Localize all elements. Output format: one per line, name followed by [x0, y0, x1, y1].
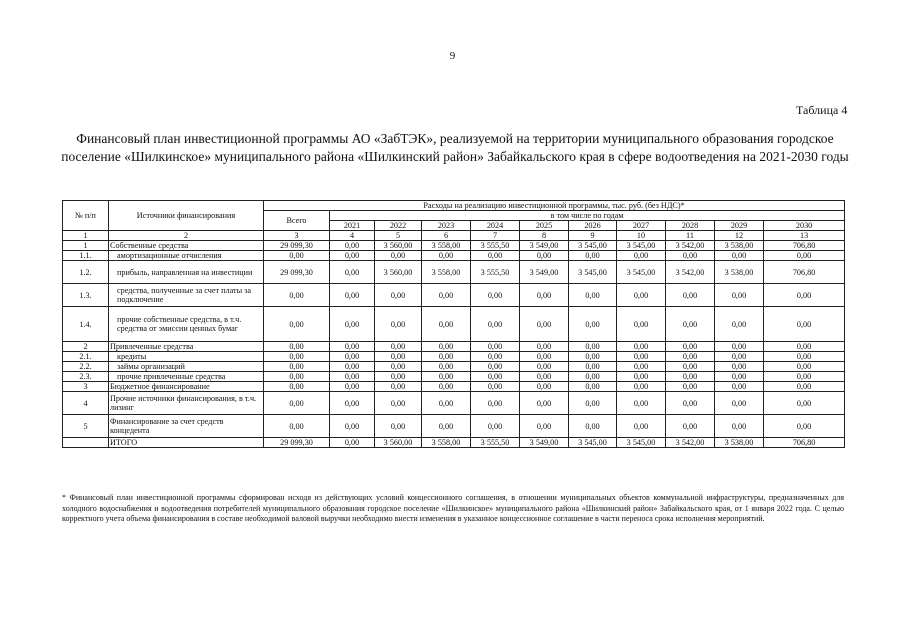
header-year: 2021 — [330, 221, 375, 231]
value-cell: 3 542,00 — [666, 438, 715, 448]
value-cell: 3 545,00 — [617, 261, 666, 284]
value-cell: 0,00 — [422, 342, 471, 352]
value-cell: 0,00 — [375, 372, 422, 382]
value-cell: 3 538,00 — [715, 438, 764, 448]
column-number: 10 — [617, 231, 666, 241]
document-title: Финансовый план инвестиционной программы АО «ЗабТЭК», реализуемой на территории муниципального образования городское поселение «Шилкинское» муниципального района «Шилкинский район» Забайкальского края в сфере водоотведения на 2021-2030 годы — [61, 131, 849, 164]
source-name: прибыль, направленная на инвестиции — [109, 261, 264, 284]
value-cell: 0,00 — [617, 415, 666, 438]
value-cell: 0,00 — [666, 362, 715, 372]
row-number: 2.2. — [63, 362, 109, 372]
value-cell: 706,80 — [764, 241, 845, 251]
source-name: амортизационные отчисления — [109, 251, 264, 261]
row-number: 2.3. — [63, 372, 109, 382]
value-cell: 0,00 — [764, 307, 845, 342]
value-cell: 0,00 — [330, 261, 375, 284]
value-cell: 0,00 — [422, 392, 471, 415]
value-cell: 3 560,00 — [375, 261, 422, 284]
value-cell: 0,00 — [471, 392, 520, 415]
value-cell: 0,00 — [617, 362, 666, 372]
value-cell: 0,00 — [666, 382, 715, 392]
financial-plan-table — [62, 200, 845, 448]
value-cell: 29 099,30 — [264, 261, 330, 284]
value-cell: 0,00 — [617, 382, 666, 392]
value-cell: 0,00 — [715, 372, 764, 382]
value-cell: 0,00 — [264, 342, 330, 352]
value-cell: 0,00 — [617, 251, 666, 261]
value-cell: 0,00 — [330, 352, 375, 362]
source-name: Привлеченные средства — [109, 342, 264, 352]
value-cell: 0,00 — [520, 251, 569, 261]
value-cell: 3 560,00 — [375, 241, 422, 251]
value-cell: 3 542,00 — [666, 241, 715, 251]
value-cell: 0,00 — [569, 382, 617, 392]
value-cell: 3 542,00 — [666, 261, 715, 284]
value-cell: 0,00 — [715, 382, 764, 392]
column-number: 2 — [109, 231, 264, 241]
value-cell: 0,00 — [569, 362, 617, 372]
value-cell: 0,00 — [666, 307, 715, 342]
value-cell: 0,00 — [471, 342, 520, 352]
value-cell: 0,00 — [330, 438, 375, 448]
header-year: 2022 — [375, 221, 422, 231]
header-year: 2023 — [422, 221, 471, 231]
row-number: 4 — [63, 392, 109, 415]
value-cell: 0,00 — [375, 382, 422, 392]
value-cell: 3 555,50 — [471, 438, 520, 448]
value-cell: 3 549,00 — [520, 261, 569, 284]
value-cell: 0,00 — [422, 352, 471, 362]
value-cell: 0,00 — [569, 307, 617, 342]
value-cell: 0,00 — [375, 342, 422, 352]
table-row — [63, 352, 845, 362]
value-cell: 0,00 — [264, 352, 330, 362]
value-cell: 0,00 — [520, 415, 569, 438]
value-cell: 3 558,00 — [422, 261, 471, 284]
value-cell: 0,00 — [422, 382, 471, 392]
value-cell: 0,00 — [715, 362, 764, 372]
table-row — [63, 438, 845, 448]
table-row — [63, 415, 845, 438]
value-cell: 0,00 — [764, 352, 845, 362]
value-cell: 29 099,30 — [264, 438, 330, 448]
source-name: прочие привлеченные средства — [109, 372, 264, 382]
value-cell: 0,00 — [520, 362, 569, 372]
source-name: Финансирование за счет средств концедента — [109, 415, 264, 438]
value-cell: 0,00 — [422, 251, 471, 261]
row-number: 1.2. — [63, 261, 109, 284]
column-number: 9 — [569, 231, 617, 241]
header-year: 2026 — [569, 221, 617, 231]
value-cell: 0,00 — [569, 372, 617, 382]
source-name: средства, полученные за счет платы за подключение — [109, 284, 264, 307]
column-number: 7 — [471, 231, 520, 241]
value-cell: 0,00 — [764, 415, 845, 438]
column-number: 3 — [264, 231, 330, 241]
value-cell: 0,00 — [666, 284, 715, 307]
value-cell: 3 538,00 — [715, 261, 764, 284]
header-by-years: в том числе по годам — [330, 211, 845, 221]
value-cell: 0,00 — [471, 415, 520, 438]
value-cell: 3 560,00 — [375, 438, 422, 448]
row-number: 1.3. — [63, 284, 109, 307]
value-cell: 3 545,00 — [569, 438, 617, 448]
table-row — [63, 251, 845, 261]
column-number: 12 — [715, 231, 764, 241]
value-cell: 3 545,00 — [569, 241, 617, 251]
value-cell: 0,00 — [569, 352, 617, 362]
value-cell: 0,00 — [264, 392, 330, 415]
header-year: 2030 — [764, 221, 845, 231]
value-cell: 0,00 — [264, 284, 330, 307]
value-cell: 0,00 — [520, 352, 569, 362]
column-number: 8 — [520, 231, 569, 241]
value-cell: 0,00 — [330, 392, 375, 415]
value-cell: 0,00 — [715, 284, 764, 307]
value-cell: 3 545,00 — [569, 261, 617, 284]
value-cell: 0,00 — [617, 352, 666, 362]
value-cell: 0,00 — [375, 392, 422, 415]
value-cell: 0,00 — [520, 372, 569, 382]
value-cell: 3 555,50 — [471, 241, 520, 251]
value-cell: 0,00 — [520, 284, 569, 307]
value-cell: 0,00 — [375, 307, 422, 342]
value-cell: 3 538,00 — [715, 241, 764, 251]
column-number: 13 — [764, 231, 845, 241]
table-row — [63, 382, 845, 392]
value-cell: 0,00 — [471, 372, 520, 382]
value-cell: 0,00 — [471, 352, 520, 362]
value-cell: 29 099,30 — [264, 241, 330, 251]
table-row — [63, 392, 845, 415]
header-year: 2025 — [520, 221, 569, 231]
source-name: кредиты — [109, 352, 264, 362]
source-name: займы организаций — [109, 362, 264, 372]
row-number — [63, 438, 109, 448]
table-row — [63, 342, 845, 352]
value-cell: 3 558,00 — [422, 241, 471, 251]
value-cell: 0,00 — [471, 251, 520, 261]
row-number: 1 — [63, 241, 109, 251]
value-cell: 3 558,00 — [422, 438, 471, 448]
value-cell: 0,00 — [422, 307, 471, 342]
row-number: 5 — [63, 415, 109, 438]
value-cell: 0,00 — [375, 415, 422, 438]
value-cell: 0,00 — [715, 352, 764, 362]
value-cell: 0,00 — [471, 307, 520, 342]
value-cell: 0,00 — [764, 392, 845, 415]
column-number: 5 — [375, 231, 422, 241]
value-cell: 3 549,00 — [520, 438, 569, 448]
column-number: 4 — [330, 231, 375, 241]
value-cell: 0,00 — [617, 284, 666, 307]
value-cell: 0,00 — [715, 251, 764, 261]
header-expenses: Расходы на реализацию инвестиционной программы, тыс. руб. (без НДС)* — [264, 201, 845, 211]
value-cell: 0,00 — [764, 362, 845, 372]
source-name: Бюджетное финансирование — [109, 382, 264, 392]
table-row — [63, 261, 845, 284]
value-cell: 0,00 — [264, 415, 330, 438]
header-num: № п/п — [63, 201, 109, 231]
table-row — [63, 307, 845, 342]
value-cell: 0,00 — [375, 352, 422, 362]
source-name: ИТОГО — [109, 438, 264, 448]
header-year: 2028 — [666, 221, 715, 231]
table-row — [63, 362, 845, 372]
row-number: 3 — [63, 382, 109, 392]
value-cell: 0,00 — [471, 382, 520, 392]
header-year: 2027 — [617, 221, 666, 231]
value-cell: 0,00 — [764, 382, 845, 392]
value-cell: 0,00 — [764, 284, 845, 307]
value-cell: 0,00 — [764, 342, 845, 352]
value-cell: 0,00 — [330, 362, 375, 372]
row-number: 2.1. — [63, 352, 109, 362]
value-cell: 0,00 — [617, 372, 666, 382]
value-cell: 0,00 — [666, 415, 715, 438]
value-cell: 0,00 — [715, 415, 764, 438]
value-cell: 706,80 — [764, 261, 845, 284]
value-cell: 3 555,50 — [471, 261, 520, 284]
value-cell: 0,00 — [666, 352, 715, 362]
value-cell: 0,00 — [617, 342, 666, 352]
table-row — [63, 372, 845, 382]
value-cell: 0,00 — [520, 392, 569, 415]
value-cell: 0,00 — [666, 372, 715, 382]
value-cell: 0,00 — [422, 362, 471, 372]
row-number: 1.4. — [63, 307, 109, 342]
value-cell: 0,00 — [617, 307, 666, 342]
table-row — [63, 241, 845, 251]
value-cell: 0,00 — [264, 372, 330, 382]
value-cell: 3 549,00 — [520, 241, 569, 251]
value-cell: 0,00 — [264, 251, 330, 261]
source-name: Прочие источники финансирования, в т.ч. лизинг — [109, 392, 264, 415]
header-sources: Источники финансирования — [109, 201, 264, 231]
value-cell: 0,00 — [471, 284, 520, 307]
value-cell: 0,00 — [715, 342, 764, 352]
value-cell: 0,00 — [666, 342, 715, 352]
source-name: Собственные средства — [109, 241, 264, 251]
table-body — [63, 241, 845, 448]
value-cell: 0,00 — [569, 415, 617, 438]
value-cell: 0,00 — [764, 372, 845, 382]
value-cell: 0,00 — [666, 392, 715, 415]
source-name: прочие собственные средства, в т.ч. средства от эмиссии ценных бумаг — [109, 307, 264, 342]
value-cell: 0,00 — [330, 415, 375, 438]
value-cell: 0,00 — [715, 392, 764, 415]
table-label: Таблица 4 — [796, 103, 848, 117]
value-cell: 0,00 — [569, 251, 617, 261]
value-cell: 0,00 — [520, 342, 569, 352]
column-number: 6 — [422, 231, 471, 241]
value-cell: 3 545,00 — [617, 241, 666, 251]
page-number: 9 — [449, 50, 456, 62]
header-total: Всего — [264, 211, 330, 231]
column-number: 11 — [666, 231, 715, 241]
column-number: 1 — [63, 231, 109, 241]
table-row — [63, 284, 845, 307]
row-number: 1.1. — [63, 251, 109, 261]
value-cell: 0,00 — [764, 251, 845, 261]
value-cell: 0,00 — [520, 307, 569, 342]
value-cell: 0,00 — [375, 251, 422, 261]
value-cell: 3 545,00 — [617, 438, 666, 448]
value-cell: 0,00 — [471, 362, 520, 372]
value-cell: 0,00 — [375, 284, 422, 307]
value-cell: 0,00 — [422, 415, 471, 438]
value-cell: 0,00 — [264, 307, 330, 342]
header-year: 2029 — [715, 221, 764, 231]
value-cell: 0,00 — [330, 284, 375, 307]
value-cell: 0,00 — [330, 382, 375, 392]
row-number: 2 — [63, 342, 109, 352]
value-cell: 0,00 — [569, 284, 617, 307]
value-cell: 0,00 — [715, 307, 764, 342]
value-cell: 0,00 — [520, 382, 569, 392]
footnote: * Финансовый план инвестиционной программы сформирован исходя из действующих условий концессионного соглашения, в отношении муниципальных объектов коммунальной инфраструктуры, предназначенных для холодного водоснабжения и водоотведения потребителей муниципального образования городское поселение «Шилкинское» муниципального района «Шилкинский район» Забайкальского края, от 1 января 2022 года. С целью корректного учета объема финансирования в составе необходимой валовой выручки необходимо внести изменения в указанное концессионное соглашение в части переноса срока исполнения мероприятий. — [62, 493, 844, 523]
header-year: 2024 — [471, 221, 520, 231]
value-cell: 0,00 — [422, 284, 471, 307]
value-cell: 0,00 — [330, 342, 375, 352]
value-cell: 0,00 — [617, 392, 666, 415]
value-cell: 0,00 — [330, 372, 375, 382]
value-cell: 0,00 — [330, 307, 375, 342]
value-cell: 0,00 — [264, 362, 330, 372]
header-column-numbers-row — [63, 231, 845, 241]
value-cell: 0,00 — [264, 382, 330, 392]
value-cell: 706,80 — [764, 438, 845, 448]
value-cell: 0,00 — [330, 251, 375, 261]
value-cell: 0,00 — [569, 342, 617, 352]
value-cell: 0,00 — [375, 362, 422, 372]
value-cell: 0,00 — [422, 372, 471, 382]
value-cell: 0,00 — [330, 241, 375, 251]
value-cell: 0,00 — [666, 251, 715, 261]
value-cell: 0,00 — [569, 392, 617, 415]
